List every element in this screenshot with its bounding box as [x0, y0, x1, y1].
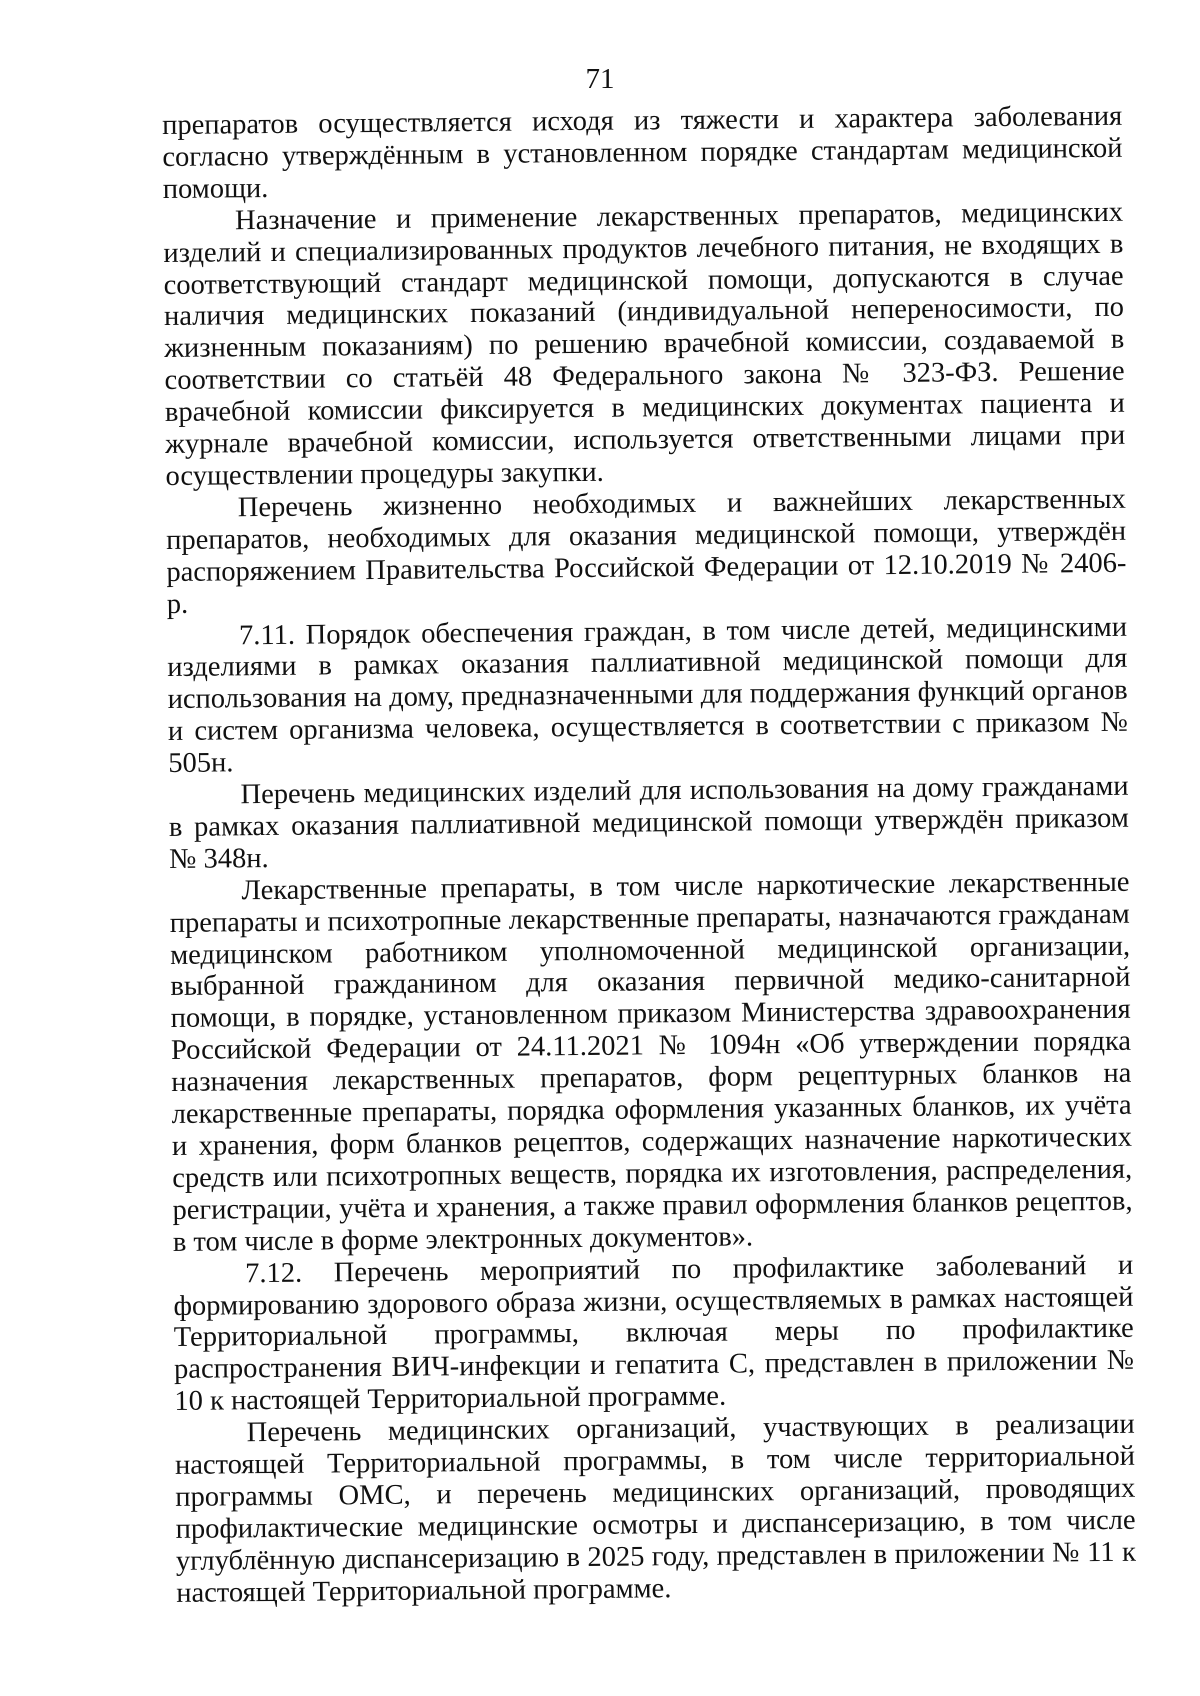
paragraph-8: Перечень медицинских организаций, участвующих в реализации настоящей Территориальной программы, в том числе территориальной программы ОМС, и перечень медицинских организаций, проводящих профилактические медицинские осмотры и диспансеризацию, в том числе углублённую диспансеризацию в 2025 году, представлен в приложении № 11 к настоящей Территориальной программе.	[174, 1408, 1137, 1609]
paragraph-6: Лекарственные препараты, в том числе наркотические лекарственные препараты и психотропные лекарственные препараты, назначаются гражданам медицинском работником уполномоченной медицинской организации, выбранной гражданином для оказания первичной медико-санитарной помощи, в порядке, установленном приказом Министерства здравоохранения Российской Федерации от 24.11.2021 № 1094н «Об утверждении порядка назначения лекарственных препаратов, форм рецептурных бланков на лекарственные препараты, порядка оформления указанных бланков, их учёта и хранения, форм бланков рецептов, содержащих назначение наркотических средств или психотропных веществ, порядка их изготовления, распределения, регистрации, учёта и хранения, а также правил оформления бланков рецептов, в том числе в форме электронных документов».	[169, 866, 1133, 1258]
paragraph-3: Перечень жизненно необходимых и важнейших лекарственных препаратов, необходимых для оказания медицинской помощи, утверждён распоряжением Правительства Российской Федерации от 12.10.2019 № 2406-р.	[165, 483, 1127, 620]
paragraph-2: Назначение и применение лекарственных препаратов, медицинских изделий и специализированных продуктов лечебного питания, не входящих в соответствующий стандарт медицинской помощи, допускаются в случае наличия медицинских показаний (индивидуальной непереносимости, по жизненным показаниям) по решению врачебной комиссии, создаваемой в соответствии со статьёй 48 Федерального закона № 323-ФЗ. Решение врачебной комиссии фиксируется в медицинских документах пациента и журнале врачебной комиссии, используется ответственными лицами при осуществлении процедуры закупки.	[163, 196, 1126, 492]
paragraph-5: Перечень медицинских изделий для использования на дому гражданами в рамках оказания паллиативной медицинской помощи утверждён приказом № 348н.	[168, 770, 1129, 875]
document-body	[162, 101, 1136, 1610]
page-number: 71	[585, 63, 615, 95]
paragraph-4: 7.11. Порядок обеспечения граждан, в том числе детей, медицинскими изделиями в рамках оказания паллиативной медицинской помощи для использования на дому, предназначенными для поддержания функций органов и систем организма человека, осуществляется в соответствии с приказом № 505н.	[167, 611, 1129, 780]
paragraph-1: препаратов осуществляется исходя из тяжести и характера заболевания согласно утверждённым в установленном порядке стандартам медицинской помощи.	[162, 100, 1123, 205]
paragraph-7: 7.12. Перечень мероприятий по профилактике заболеваний и формированию здорового образа жизни, осуществляемых в рамках настоящей Территориальной программы, включая меры по профилактике распространения ВИЧ-инфекции и гепатита С, представлен в приложении № 10 к настоящей Территориальной программе.	[173, 1249, 1135, 1418]
